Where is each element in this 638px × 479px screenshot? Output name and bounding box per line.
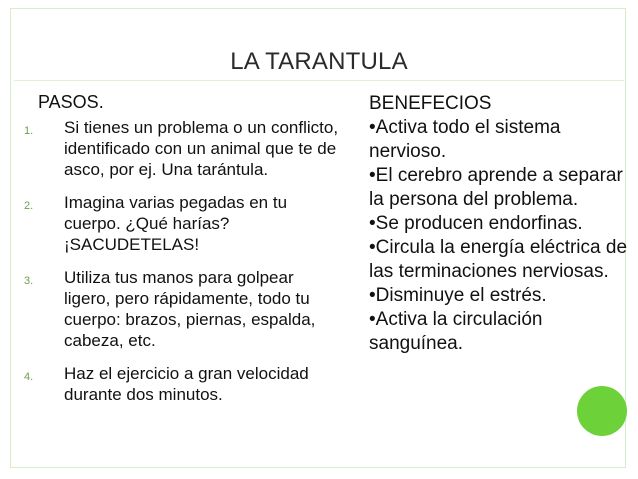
green-circle-icon xyxy=(577,386,627,436)
benefit-text: El cerebro aprende a separar la persona del problema. xyxy=(369,165,623,210)
bullet-icon: • xyxy=(369,309,376,330)
benefits-block xyxy=(369,92,627,356)
benefit-item xyxy=(369,284,627,308)
benefits-heading: BENEFECIOS xyxy=(369,93,492,114)
step-number: 2. xyxy=(24,200,34,212)
benefit-text: Circula la energía eléctrica de las terminaciones nerviosas. xyxy=(369,237,628,282)
bullet-icon: • xyxy=(369,237,376,258)
bullet-icon: • xyxy=(369,117,376,138)
benefit-item xyxy=(369,308,627,356)
benefit-item xyxy=(369,164,627,212)
step-text: Haz el ejercicio a gran velocidad durante dos minutos. xyxy=(64,364,309,404)
step-number: 3. xyxy=(24,275,34,287)
step-text: Imagina varias pegadas en tu cuerpo. ¿Qué harías? ¡SACUDETELAS! xyxy=(64,193,288,254)
benefit-text: Activa todo el sistema nervioso. xyxy=(369,117,561,162)
step-text: Utiliza tus manos para golpear ligero, pero rápidamente, todo tu cuerpo: brazos, piernas, espalda, cabeza, etc. xyxy=(64,268,316,350)
step-text: Si tienes un problema o un conflicto, identificado con un animal que te de asco, por ej. Una tarántula. xyxy=(64,118,339,179)
step-item xyxy=(24,117,344,180)
benefit-text: Disminuye el estrés. xyxy=(375,285,547,306)
step-number: 4. xyxy=(24,371,34,383)
step-number: 1. xyxy=(24,125,34,137)
benefit-text: Activa la circulación sanguínea. xyxy=(369,309,543,354)
bullet-icon: • xyxy=(369,213,376,234)
steps-heading: PASOS. xyxy=(38,92,104,112)
step-item xyxy=(24,363,344,405)
steps-list xyxy=(24,117,344,417)
bullet-icon: • xyxy=(369,165,376,186)
bullet-icon: • xyxy=(369,285,376,306)
step-item xyxy=(24,192,344,255)
benefit-item xyxy=(369,116,627,164)
benefit-text: Se producen endorfinas. xyxy=(375,213,583,234)
benefit-item xyxy=(369,236,627,284)
slide-title: LA TARANTULA xyxy=(230,48,408,75)
step-item xyxy=(24,267,344,351)
benefit-item xyxy=(369,212,627,236)
title-divider xyxy=(14,80,624,81)
